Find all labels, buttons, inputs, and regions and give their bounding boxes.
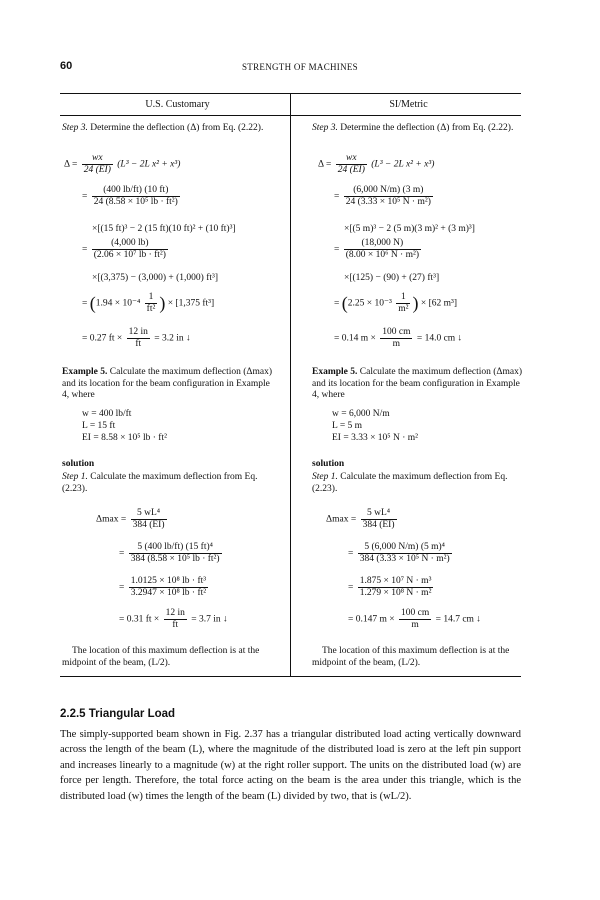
table-bottom-rule (60, 676, 521, 677)
right-step3 (312, 123, 524, 135)
left-given-w: w = 400 lb/ft (82, 409, 132, 419)
left-max1 (96, 508, 169, 531)
left-eq3-num: (4,000 lb) (111, 238, 149, 248)
right-eq4: = (2.25 × 10⁻³ $\frac{1}{\text{m²}}$ ) × [62 m³] (334, 292, 458, 314)
right-max1 (326, 508, 399, 531)
right-eq2-cont: ×[(5 m)³ − 2 (5 m)(3 m)² + (3 m)³] (344, 224, 475, 234)
right-eq1-num: wx (346, 153, 357, 163)
left-eq2-den: 24 (8.58 × 10⁵ lb · ft²) (93, 197, 178, 207)
left-given-EI: EI = 8.58 × 10⁵ lb · ft² (82, 433, 167, 443)
right-max4-rhs: = 14.7 cm ↓ (435, 614, 482, 625)
left-example5 (62, 367, 274, 402)
left-eq5-rhs: = 3.2 in ↓ (154, 333, 191, 344)
left-eq3-den: (2.06 × 10⁷ lb · ft²) (93, 250, 166, 260)
right-eq3-num: (18,000 N) (361, 238, 404, 248)
right-step1-label: Step 1. (312, 472, 338, 482)
right-max3-den: 1.279 × 10⁸ N · m² (359, 588, 432, 598)
right-step1 (312, 472, 524, 495)
left-max4-rhs: = 3.7 in ↓ (191, 614, 228, 625)
right-eq5-lhs: = 0.14 m × (334, 333, 376, 344)
right-eq4-coef: 2.25 × 10⁻³ (347, 298, 392, 309)
right-step3-label: Step 3. (312, 123, 338, 133)
left-ex5-text: Calculate the maximum deflection (Δmax) and its location for the beam configuration in Example 4, where (62, 367, 273, 400)
left-max4 (119, 608, 228, 631)
right-max3-num: 1.875 × 10⁷ N · m³ (359, 576, 432, 586)
page-number: 60 (60, 60, 73, 72)
right-eq1-lhs: Δ = (318, 159, 332, 170)
left-eq2: = $\frac{(400 lb/ft) (10 ft)}{\text{24 (8.58 × 10⁵ lb · ft²)}}$ (82, 185, 178, 207)
right-eq1-den: 24 (EI) (337, 165, 365, 175)
right-max2-den: 384 (3.33 × 10⁵ N · m²) (359, 554, 450, 564)
left-max4-lhs: = 0.31 ft × (119, 614, 160, 625)
right-closing-text: The location of this maximum deflection is at the midpoint of the beam, (L/2). (312, 646, 510, 668)
column-divider (290, 93, 291, 676)
left-eq3-cont: ×[(3,375) − (3,000) + (1,000) ft³] (92, 273, 219, 283)
left-step3-text: Determine the deflection (Δ) from Eq. (2.22). (90, 123, 264, 133)
right-eq4-rhs: × [62 m³] (420, 298, 458, 309)
left-eq1-lhs: Δ = (64, 159, 78, 170)
left-max4-den: ft (164, 619, 187, 631)
right-max1-den: 384 (EI) (362, 520, 395, 530)
right-eq3-den: (8.00 × 10⁶ N · m²) (345, 250, 419, 260)
left-eq1-rhs: (L³ − 2L x² + x³) (117, 159, 181, 170)
right-eq3: = $\frac{(18,000 N)}{\text{(8.00 × 10⁶ N · m²)}}$ (334, 238, 419, 260)
right-eq1 (318, 153, 434, 176)
right-max3: = $\frac{\text{1.875 × 10⁷ N · m³}}{\text{1.279 × 10⁸ N · m²}}$ (348, 576, 432, 598)
right-max2-num: 5 (6,000 N/m) (5 m)⁴ (364, 542, 445, 552)
left-eq2-cont: ×[(15 ft)³ − 2 (15 ft)(10 ft)² + (10 ft)³] (92, 224, 236, 234)
right-solution: solution (312, 459, 345, 469)
right-closing (312, 646, 520, 669)
right-eq1-rhs: (L³ − 2L x² + x³) (371, 159, 435, 170)
left-step3 (62, 123, 274, 135)
right-eq2-den: 24 (3.33 × 10⁵ N · m²) (345, 197, 431, 207)
left-solution: solution (62, 459, 95, 469)
right-given-EI: EI = 3.33 × 10⁵ N · m² (332, 433, 419, 443)
right-max4-lhs: = 0.147 m × (348, 614, 395, 625)
left-max1-num: 5 wL⁴ (136, 508, 161, 518)
right-ex5-text: Calculate the maximum deflection (Δmax) and its location for the beam configuration in Example 4, where (312, 367, 523, 400)
left-max3-num: 1.0125 × 10⁸ lb · ft³ (130, 576, 207, 586)
left-step3-label: Step 3. (62, 123, 88, 133)
left-eq1-den: 24 (EI) (83, 165, 111, 175)
left-eq4-rhs: × [1,375 ft³] (167, 298, 215, 309)
right-max2: = $\frac{\text{5 (6,000 N/m) (5 m)⁴}}{\text{384 (3.33 × 10⁵ N · m²)}}$ (348, 542, 450, 564)
left-eq4: = (1.94 × 10⁻⁴ $\frac{1}{\text{ft²}}$ ) × [1,375 ft³] (82, 292, 215, 314)
right-given-w: w = 6,000 N/m (332, 409, 390, 419)
right-example5 (312, 367, 524, 402)
right-eq5 (334, 327, 462, 350)
right-max4-den: m (399, 619, 431, 631)
right-eq5-den: m (380, 338, 412, 350)
right-eq2: = $\frac{(6,000 N/m) (3 m)}{\text{24 (3.33 × 10⁵ N · m²)}}$ (334, 185, 431, 207)
left-step1-label: Step 1. (62, 472, 88, 482)
column-head-us: U.S. Customary (145, 99, 210, 110)
right-max4-num: 100 cm (400, 608, 430, 618)
left-eq4-coef: 1.94 × 10⁻⁴ (95, 298, 141, 309)
right-given-L: L = 5 m (332, 421, 363, 431)
left-step1 (62, 472, 274, 495)
left-eq5-lhs: = 0.27 ft × (82, 333, 123, 344)
right-max1-num: 5 wL⁴ (366, 508, 391, 518)
right-step1-text: Calculate the maximum deflection from Eq. (2.23). (312, 472, 508, 494)
left-given-L: L = 15 ft (82, 421, 116, 431)
right-max1-lhs: Δmax = (326, 514, 357, 525)
left-closing-text: The location of this maximum deflection is at the midpoint of the beam, (L/2). (62, 646, 260, 668)
left-closing (62, 646, 284, 669)
right-eq5-rhs: = 14.0 cm ↓ (416, 333, 463, 344)
running-title: STRENGTH OF MACHINES (241, 62, 358, 72)
left-max1-lhs: Δmax = (96, 514, 127, 525)
right-eq4-fnum: 1 (400, 292, 406, 302)
right-max4 (348, 608, 481, 631)
left-eq1-num: wx (92, 153, 103, 163)
left-eq4-fden: ft² (146, 304, 156, 314)
right-eq3-cont: ×[(125) − (90) + (27) ft³] (344, 273, 440, 283)
left-eq5-den: ft (127, 338, 150, 350)
left-max2: = $\frac{\text{5 (400 lb/ft) (15 ft)⁴}}{\text{384 (8.58 × 10⁵ lb · ft²)}}$ (119, 542, 220, 564)
left-max1-den: 384 (EI) (132, 520, 165, 530)
right-eq5-num: 100 cm (382, 327, 411, 337)
left-eq3: = $\frac{(4,000 lb)}{\text{(2.06 × 10⁷ lb · ft²)}}$ (82, 238, 166, 260)
left-max3-den: 3.2947 × 10⁸ lb · ft² (130, 588, 207, 598)
left-eq2-num: (400 lb/ft) (10 ft) (103, 185, 169, 195)
left-eq5-num: 12 in (128, 327, 148, 337)
left-max2-num: 5 (400 lb/ft) (15 ft)⁴ (137, 542, 213, 552)
right-eq4-fden: m² (398, 304, 409, 314)
left-step1-text: Calculate the maximum deflection from Eq. (2.23). (62, 472, 258, 494)
left-eq1 (64, 153, 180, 176)
right-step3-text: Determine the deflection (Δ) from Eq. (2.22). (340, 123, 514, 133)
left-eq4-fnum: 1 (148, 292, 154, 302)
left-ex5-label: Example 5. (62, 367, 108, 377)
right-ex5-label: Example 5. (312, 367, 358, 377)
left-eq5 (82, 327, 191, 350)
left-max2-den: 384 (8.58 × 10⁵ lb · ft²) (130, 554, 220, 564)
section-paragraph: The simply-supported beam shown in Fig. 2.37 has a triangular distributed load acting vertically downward across the length of the beam (L), where the magnitude of the distributed load is zero at the left pin support and increases linearly to a magnitude (w) at the right roller support. The units on the distributed load (w) are force per length. Therefore, the total force acting on the beam is the area under this triangle, which is the distributed load (w) times the length of the beam (L) divided by two, that is (wL/2). (60, 729, 521, 802)
section-heading: 2.2.5 Triangular Load (60, 708, 176, 720)
left-max4-num: 12 in (165, 608, 185, 618)
left-max3: = $\frac{\text{1.0125 × 10⁸ lb · ft³}}{\text{3.2947 × 10⁸ lb · ft²}}$ (119, 576, 207, 598)
right-eq2-num: (6,000 N/m) (3 m) (353, 185, 424, 195)
column-head-si: SI/Metric (389, 99, 428, 110)
